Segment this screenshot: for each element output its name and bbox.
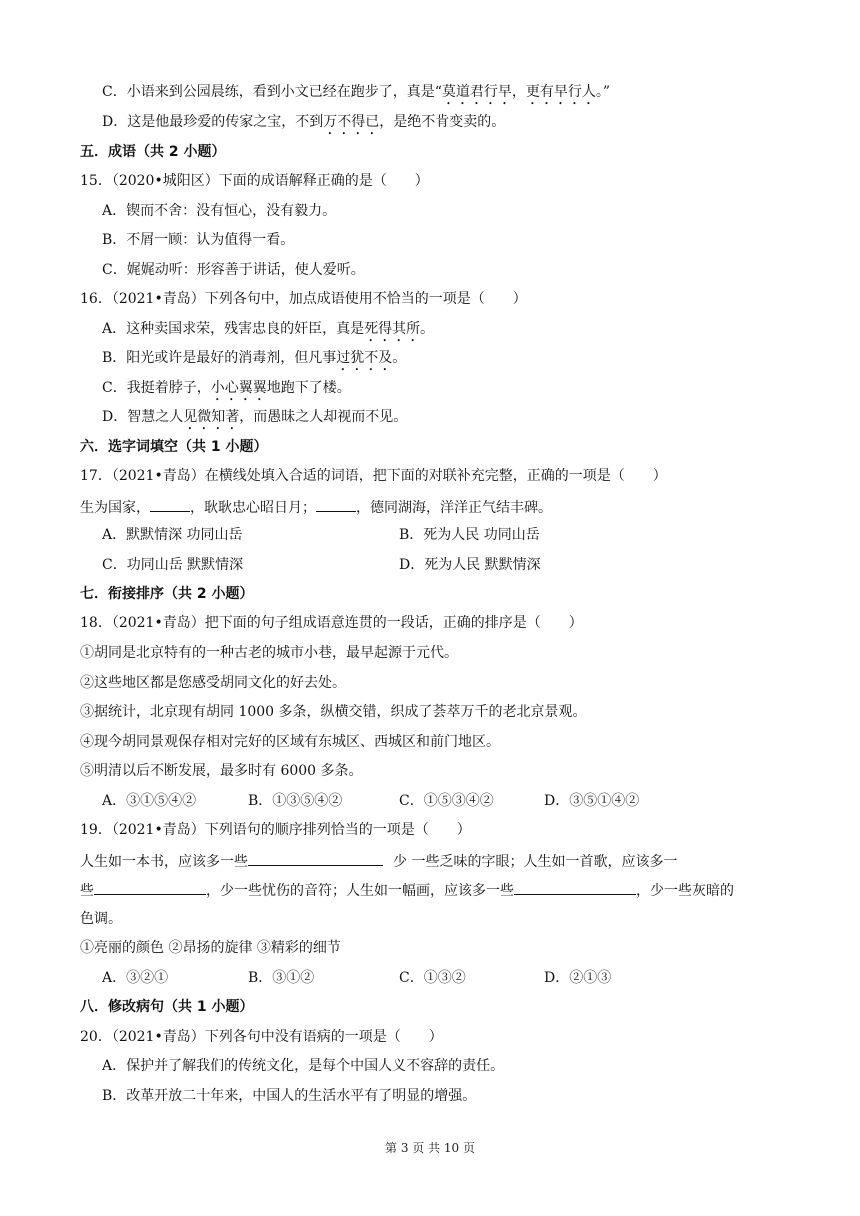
q20-stem: 20．（2021•青岛）下列各句中没有语病的一项是（ ）: [80, 1029, 443, 1045]
option-text-end: ，是绝不肯变卖的。: [379, 114, 506, 130]
couplet-text: ，德同湖海，洋洋正气结丰碑。: [356, 500, 552, 516]
q17-option-d[interactable]: D．死为人民 默默情深: [399, 557, 541, 573]
q18-option-c[interactable]: C．①⑤③④②: [399, 793, 494, 809]
q16-option-c[interactable]: [102, 378, 351, 398]
option-text: D．这是他最珍爱的传家之宝，不到: [102, 114, 324, 130]
fill-blank[interactable]: [316, 496, 356, 512]
option-text: B．阳光或许是最好的消毒剂，但凡事: [102, 350, 337, 366]
q18-option-b[interactable]: B．①③⑤④②: [248, 793, 343, 809]
q15-option-a[interactable]: A．锲而不舍：没有恒心，没有毅力。: [102, 203, 337, 219]
q16-option-b[interactable]: [102, 348, 406, 368]
q17-stem: 17．（2021•青岛）在横线处填入合适的词语，把下面的对联补充完整，正确的一项是（ ）: [80, 468, 667, 484]
q19-option-b[interactable]: B．③①②: [248, 970, 315, 986]
q19-option-a[interactable]: A．③②①: [102, 970, 169, 986]
q18-sentence-4: ④现今胡同景观保存相对完好的区域有东城区、西城区和前门地区。: [80, 734, 500, 750]
option-text: C．小语来到公园晨练，看到小文已经在跑步了，真是“: [102, 84, 442, 100]
q18-sentence-2: ②这些地区都是您感受胡同文化的好去处。: [80, 675, 346, 691]
option-text-end: 。: [392, 350, 407, 366]
q17-option-c[interactable]: C．功同山岳 默默情深: [102, 557, 244, 573]
fill-blank[interactable]: [514, 879, 636, 895]
q15-option-c[interactable]: C．娓娓动听：形容善于讲话，使人爱听。: [102, 262, 365, 278]
option-text: D．智慧之人: [102, 409, 184, 425]
passage-text: ，少一些灰暗的: [636, 883, 734, 899]
passage-text: 些: [80, 883, 94, 899]
couplet-text: ，耿耿忠心昭日月；: [190, 500, 316, 516]
option-text: A．这种卖国求荣，残害忠良的奸臣，真是: [102, 321, 365, 337]
section-heading-5: 五．成语（共 2 小题）: [80, 144, 226, 160]
option-text-end: 。: [420, 321, 435, 337]
q14-option-c[interactable]: [102, 82, 610, 102]
q18-stem: 18．（2021•青岛）把下面的句子组成语意连贯的一段话，正确的排序是（ ）: [80, 615, 583, 631]
dotted-phrase: 过犹不及: [336, 350, 393, 366]
q19-stem: 19．（2021•青岛）下列语句的顺序排列恰当的一项是（ ）: [80, 822, 471, 838]
q18-sentence-5: ⑤明清以后不断发展，最多时有 6000 多条。: [80, 763, 363, 779]
q19-option-d[interactable]: D．②①③: [544, 970, 612, 986]
dotted-phrase: 小心翼翼: [210, 380, 267, 396]
fill-blank[interactable]: [248, 850, 383, 866]
q19-option-c[interactable]: C．①③②: [399, 970, 466, 986]
passage-text: ，少一些忧伤的音符；人生如一幅画，应该多一些: [206, 883, 514, 899]
dotted-phrase: 见微知著: [183, 409, 240, 425]
option-text-end: 。”: [595, 84, 611, 100]
q18-sentence-3: ③据统计，北京现有胡同 1000 多条，纵横交错，织成了荟萃万千的老北京景观。: [80, 704, 587, 720]
q15-stem: 15．（2020•城阳区）下面的成语解释正确的是（ ）: [80, 173, 429, 189]
dotted-phrase: 莫道君行早，更有早行人: [441, 84, 596, 100]
fill-blank[interactable]: [94, 879, 206, 895]
dotted-phrase: 死得其所: [364, 321, 421, 337]
q16-option-a[interactable]: [102, 319, 434, 339]
q20-option-b[interactable]: B．改革开放二十年来，中国人的生活水平有了明显的增强。: [102, 1088, 477, 1104]
q14-option-d[interactable]: [102, 112, 505, 132]
dotted-phrase: 万不得已: [323, 114, 380, 130]
passage-text: 少 一些乏味的字眼；人生如一首歌，应该多一: [393, 854, 678, 870]
page-footer: 第 3 页 共 10 页: [385, 1141, 475, 1155]
fill-blank[interactable]: [150, 496, 190, 512]
option-text-end: ，而愚昧之人却视而不见。: [239, 409, 408, 425]
q17-option-b[interactable]: B．死为人民 功同山岳: [399, 527, 540, 543]
q19-passage-line-2: [80, 879, 734, 899]
passage-text: 人生如一本书，应该多一些: [80, 854, 248, 870]
q16-option-d[interactable]: [102, 407, 407, 427]
couplet-text: 生为国家，: [80, 500, 150, 516]
option-text-end: 地跑下了楼。: [266, 380, 351, 396]
q15-option-b[interactable]: B．不屑一顾：认为值得一看。: [102, 232, 295, 248]
q18-option-a[interactable]: A．③①⑤④②: [102, 793, 197, 809]
q17-couplet: [80, 496, 552, 516]
q19-passage-line-1: [80, 850, 677, 870]
q19-items: ①亮丽的颜色 ②昂扬的旋律 ③精彩的细节: [80, 940, 341, 956]
q20-option-a[interactable]: A．保护并了解我们的传统文化，是每个中国人义不容辞的责任。: [102, 1058, 505, 1074]
q18-sentence-1: ①胡同是北京特有的一种古老的城市小巷，最早起源于元代。: [80, 645, 458, 661]
q17-option-a[interactable]: A．默默情深 功同山岳: [102, 527, 243, 543]
section-heading-8: 八．修改病句（共 1 小题）: [80, 999, 254, 1015]
section-heading-7: 七．衔接排序（共 2 小题）: [80, 586, 254, 602]
q16-stem: 16．（2021•青岛）下列各句中，加点成语使用不恰当的一项是（ ）: [80, 291, 527, 307]
q19-passage-line-3: 色调。: [80, 911, 122, 927]
option-text: C．我挺着脖子，: [102, 380, 211, 396]
q18-option-d[interactable]: D．③⑤①④②: [544, 793, 640, 809]
section-heading-6: 六．选字词填空（共 1 小题）: [80, 439, 268, 455]
